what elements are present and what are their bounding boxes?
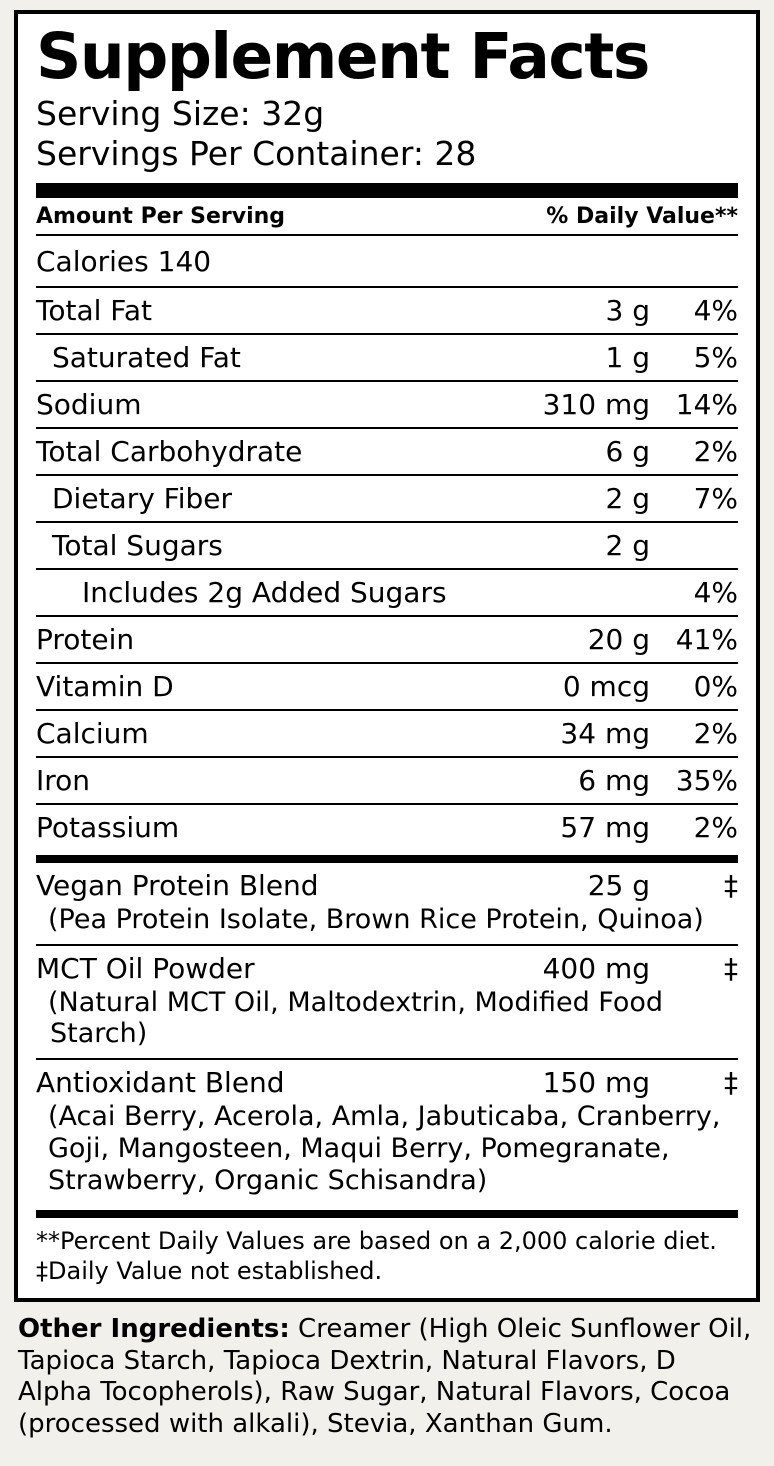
nutrient-amount: 2 g: [605, 528, 650, 562]
nutrient-name: Potassium: [36, 810, 180, 844]
blend-description-line: (Pea Protein Isolate, Brown Rice Protein, Quinoa): [48, 903, 704, 935]
blend-description: [36, 987, 738, 1061]
nutrient-name: Sodium: [36, 387, 142, 421]
calories-row: Calories 140: [36, 236, 738, 288]
nutrient-name: Total Fat: [36, 293, 152, 327]
table-row: [36, 664, 738, 711]
nutrient-dv: 2%: [693, 810, 738, 844]
table-row: [36, 335, 738, 382]
blend-amount: 150 mg: [542, 1066, 650, 1100]
footnote-dv-not-established: ‡Daily Value not established.: [36, 1256, 383, 1285]
nutrient-dv: 41%: [675, 622, 738, 656]
nutrient-dv: 7%: [693, 481, 738, 515]
nutrient-dv: 5%: [693, 340, 738, 374]
nutrient-amount: 57 mg: [560, 810, 650, 844]
daily-value-header: % Daily Value**: [546, 203, 738, 229]
blend-dv: ‡: [724, 868, 738, 902]
blend-name: Vegan Protein Blend: [36, 868, 319, 902]
other-ingredients-label: Other Ingredients:: [18, 1313, 290, 1344]
blend-description-line: Goji, Mangosteen, Maqui Berry, Pomegranate,: [48, 1133, 670, 1165]
nutrient-amount: 1 g: [605, 340, 650, 374]
blend-description-line: Strawberry, Organic Schisandra): [48, 1164, 488, 1196]
blend-description-line: (Natural MCT Oil, Maltodextrin, Modified Food Starch): [48, 986, 664, 1050]
nutrient-dv: 0%: [693, 669, 738, 703]
nutrient-amount: 3 g: [605, 293, 650, 327]
nutrient-name: Vitamin D: [36, 669, 174, 703]
amount-per-serving-header: Amount Per Serving: [36, 203, 286, 229]
table-row: [36, 711, 738, 758]
other-ingredients-text: Creamer (High Oleic Sunflower Oil, Tapioca Starch, Tapioca Dextrin, Natural Flavors, D Alpha Tocopherols), Raw Sugar, Natural Flavors, Cocoa (processed with alkali), Stevia, Xanthan Gum.: [18, 1313, 752, 1439]
nutrient-amount: 20 g: [587, 622, 650, 656]
nutrient-name: Saturated Fat: [52, 340, 241, 374]
nutrient-amount: 34 mg: [560, 716, 650, 750]
blend-row: [36, 1060, 738, 1101]
table-row: [36, 523, 738, 570]
divider-medium-blends: [36, 855, 738, 863]
nutrient-amount: 0 mcg: [562, 669, 650, 703]
blend-amount: 400 mg: [542, 951, 650, 985]
nutrient-amount: 2 g: [605, 481, 650, 515]
nutrient-dv: 14%: [675, 387, 738, 421]
divider-thick-top: [36, 183, 738, 198]
blend-row: [36, 863, 738, 904]
nutrient-name: Iron: [36, 763, 91, 797]
divider-medium-footnote: [36, 1210, 738, 1218]
nutrient-name: Total Sugars: [52, 528, 223, 562]
blend-dv: ‡: [724, 1066, 738, 1100]
table-row: [36, 382, 738, 429]
nutrient-amount: 310 mg: [542, 387, 650, 421]
nutrient-name: Calcium: [36, 716, 149, 750]
nutrient-name: Total Carbohydrate: [36, 434, 303, 468]
blend-description-line: (Acai Berry, Acerola, Amla, Jabuticaba, Cranberry,: [48, 1101, 721, 1133]
nutrient-name: Includes 2g Added Sugars: [82, 575, 447, 609]
table-header: [36, 198, 738, 236]
serving-size: Serving Size: 32g: [36, 94, 325, 134]
blend-description: [36, 904, 738, 946]
blend-name: MCT Oil Powder: [36, 951, 255, 985]
footnote-daily-values: **Percent Daily Values are based on a 2,000 calorie diet.: [36, 1226, 717, 1255]
blend-name: Antioxidant Blend: [36, 1066, 285, 1100]
table-row: [36, 288, 738, 335]
nutrient-amount: 6 g: [605, 434, 650, 468]
page-title: Supplement Facts: [36, 20, 649, 93]
blend-dv: ‡: [724, 951, 738, 985]
nutrient-dv: 35%: [675, 763, 738, 797]
nutrient-dv: 4%: [693, 575, 738, 609]
nutrient-name: Protein: [36, 622, 135, 656]
nutrient-dv: 2%: [693, 716, 738, 750]
nutrient-dv: 2%: [693, 434, 738, 468]
table-row: [36, 429, 738, 476]
nutrient-name: Dietary Fiber: [52, 481, 233, 515]
table-row: [36, 758, 738, 805]
blend-row: [36, 946, 738, 987]
nutrient-amount: 6 mg: [578, 763, 650, 797]
servings-per-container: Servings Per Container: 28: [36, 134, 477, 174]
table-row: [36, 617, 738, 664]
blend-amount: 25 g: [587, 868, 650, 902]
nutrient-dv: 4%: [693, 293, 738, 327]
other-ingredients: [14, 1302, 760, 1441]
supplement-facts-panel: [14, 10, 760, 1302]
table-row: [36, 805, 738, 850]
table-row: [36, 476, 738, 523]
blend-description: [36, 1101, 738, 1205]
table-row: [36, 570, 738, 617]
